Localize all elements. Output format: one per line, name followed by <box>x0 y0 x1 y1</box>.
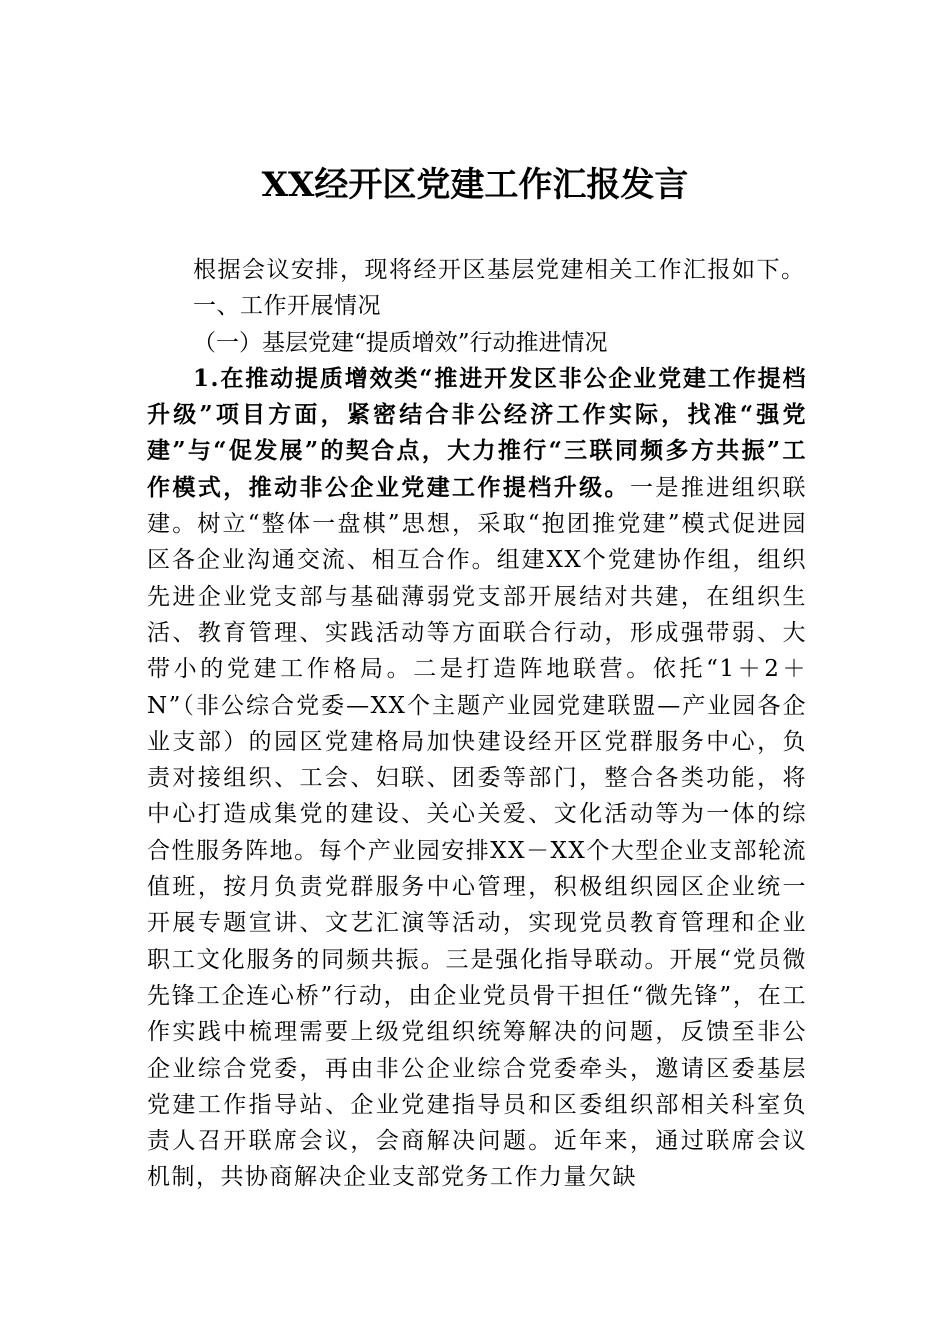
subsection-heading: （一）基层党建“提质增效”行动推进情况 <box>193 329 608 356</box>
document-title: XX经开区党建工作汇报发言 <box>261 165 689 205</box>
item-paragraph <box>147 361 807 1196</box>
item-body-text: 一是推进组织联建。树立“整体一盘棋”思想，采取“抱团推党建”模式促进园区各企业沟通交流、相互合作。组建XX个党建协作组，组织先进企业党支部与基础薄弱党支部开展结对共建，在组织生活、教育管理、实践活动等方面联合行动，形成强带弱、大带小的党建工作格局。二是打造阵地联营。依托“1＋2＋N”（非公综合党委—XX个主题产业园党建联盟—产业园各企业支部）的园区党建格局加快建设经开区党群服务中心，负责对接组织、工会、妇联、团委等部门，整合各类功能，将中心打造成集党的建设、关心关爱、文化活动等为一体的综合性服务阵地。每个产业园安排XX－XX个大型企业支部轮流值班，按月负责党群服务中心管理，积极组织园区企业统一开展专题宣讲、文艺汇演等活动，实现党员教育管理和企业职工文化服务的同频共振。三是强化指导联动。开展“党员微先锋工企连心桥”行动，由企业党员骨干担任“微先锋”，在工作实践中梳理需要上级党组织统筹解决的问题，反馈至非公企业综合党委，再由非公企业综合党委牵头，邀请区委基层党建工作指导站、企业党建指导员和区委组织部相关科室负责人召开联席会议，会商解决问题。近年来，通过联席会议机制，共协商解决企业支部党务工作力量欠缺 <box>147 474 808 1191</box>
document-body <box>147 252 807 1196</box>
section-heading: 一、工作开展情况 <box>193 293 381 320</box>
item-bold-lead: 1.在推动提质增效类“推进开发区非公企业党建工作提档升级”项目方面，紧密结合非公经济工作实际，找准“强党建”与“促发展”的契合点，大力推行“三联同频多方共振”工作模式，推动非公企业党建工作提档升级。 <box>147 364 807 501</box>
intro-paragraph: 根据会议安排，现将经开区基层党建相关工作汇报如下。 <box>193 257 806 283</box>
